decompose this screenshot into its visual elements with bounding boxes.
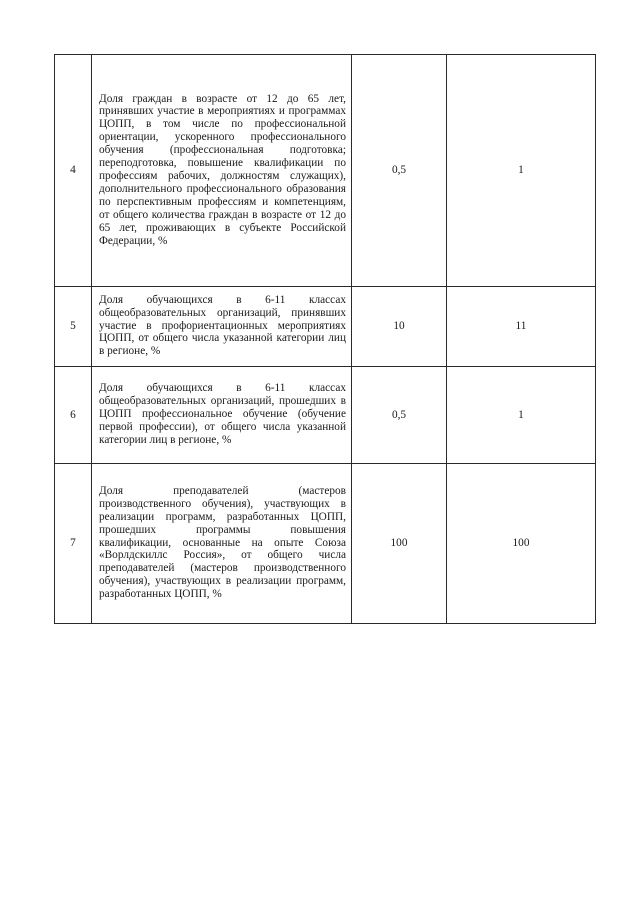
indicator-value-1: 10	[352, 287, 447, 367]
indicator-value-2: 11	[447, 287, 596, 367]
row-number: 7	[55, 464, 92, 624]
indicator-description: Доля преподавателей (мастеров производственного обучения), участвующих в реализации программ, разработанных ЦОПП, прошедших программы повышения квалификации, основанные на опыте Союза «Ворлдскиллс Россия», от общего числа преподавателей (мастеров производственного обучения), участвующих в реализации программ, разработанных ЦОПП, %	[92, 464, 352, 624]
indicators-table	[54, 54, 596, 624]
row-number: 6	[55, 367, 92, 464]
table-row	[55, 287, 596, 367]
indicator-value-1: 0,5	[352, 367, 447, 464]
indicator-value-2: 1	[447, 367, 596, 464]
row-number: 5	[55, 287, 92, 367]
row-number: 4	[55, 55, 92, 287]
table-row	[55, 55, 596, 287]
indicator-value-1: 100	[352, 464, 447, 624]
indicator-description: Доля обучающихся в 6-11 классах общеобразовательных организаций, принявших участие в профориентационных мероприятиях ЦОПП, от общего числа указанной категории лиц в регионе, %	[92, 287, 352, 367]
indicator-description: Доля граждан в возрасте от 12 до 65 лет, принявших участие в мероприятиях и программах ЦОПП, в том числе по профессиональной ориентации, ускоренного профессионального обучения (профессиональная подготовка; переподготовка, повышение квалификации по профессиям рабочих, должностям служащих), дополнительного профессионального образования по перспективным профессиям и компетенциям, от общего количества граждан в возрасте от 12 до 65 лет, проживающих в субъекте Российской Федерации, %	[92, 55, 352, 287]
table-row	[55, 464, 596, 624]
indicator-value-2: 100	[447, 464, 596, 624]
indicator-value-2: 1	[447, 55, 596, 287]
table-row	[55, 367, 596, 464]
indicator-value-1: 0,5	[352, 55, 447, 287]
indicator-description: Доля обучающихся в 6-11 классах общеобразовательных организаций, прошедших в ЦОПП профессиональное обучение (обучение первой профессии), от общего числа указанной категории лиц в регионе, %	[92, 367, 352, 464]
